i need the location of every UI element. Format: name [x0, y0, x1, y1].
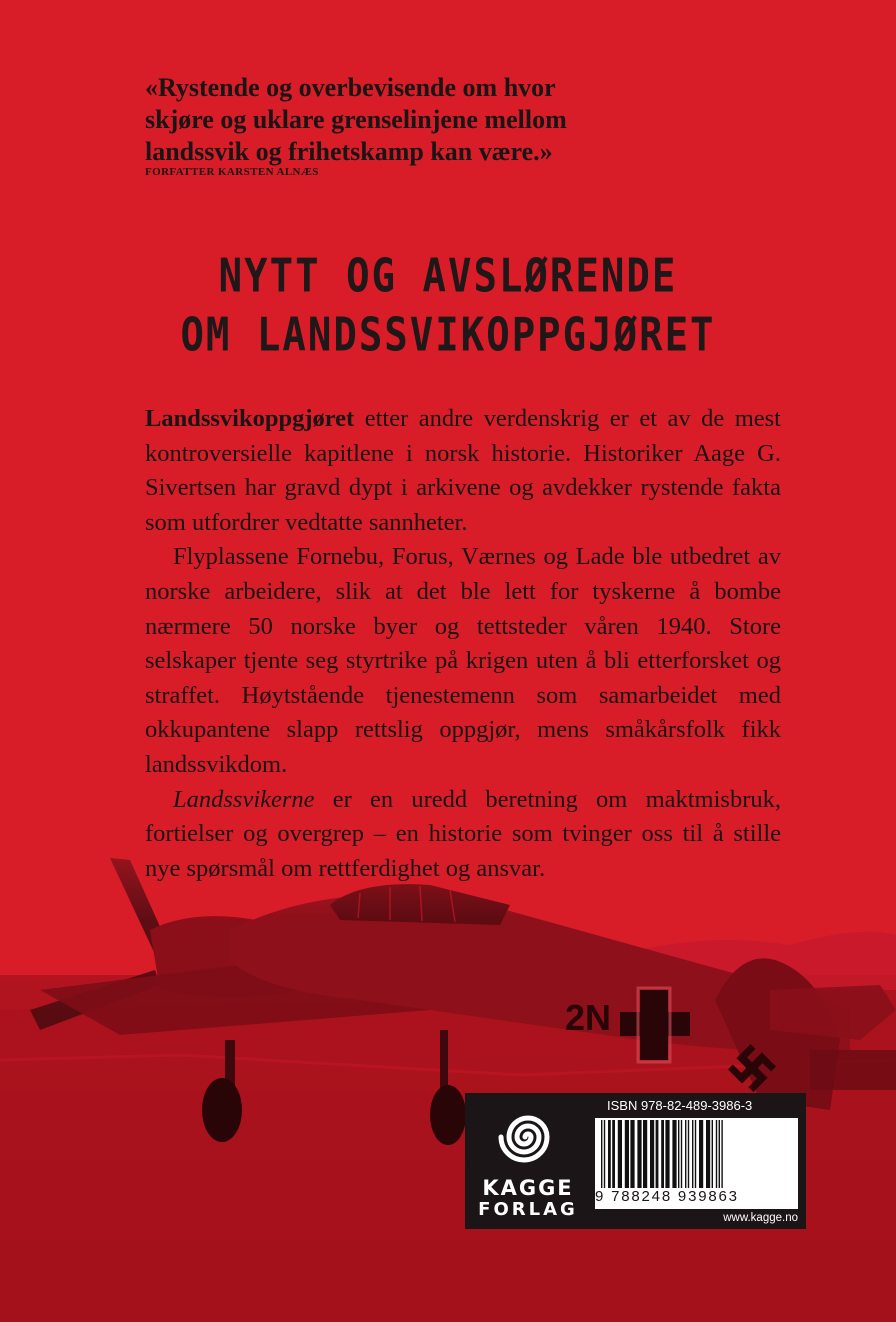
paragraph-1-text: etter andre verdenskrig er et av de mest kontroversielle kapitlene i norsk historie. Historiker Aage G. Sivertsen har gravd dypt i arkivene og avdekker rystende fakta som utfordrer vedtatte sannheter. [145, 405, 781, 536]
barcode-bar [695, 1120, 696, 1188]
paragraph-1 [145, 402, 781, 540]
headline-line-2: OM LANDSSVIKOPPGJØRET [180, 309, 716, 363]
barcode-bar [665, 1120, 669, 1188]
barcode-bar [637, 1120, 641, 1188]
barcode-bar [618, 1120, 622, 1188]
blurb-quote [145, 72, 745, 168]
barcode-digits: 9 788248 939863 [595, 1188, 739, 1205]
barcode-bar [706, 1120, 710, 1188]
barcode-bar [650, 1120, 654, 1188]
barcode-bar [716, 1120, 717, 1188]
book-subject-bold: Landssvikoppgjøret [145, 405, 355, 432]
barcode-bar [721, 1120, 722, 1188]
svg-text:2N: 2N [565, 997, 612, 1038]
barcode-bar [699, 1120, 703, 1188]
description-text [145, 402, 781, 886]
barcode-bar [681, 1120, 682, 1188]
barcode-bar [625, 1120, 629, 1188]
barcode-bar [712, 1120, 713, 1188]
barcode-bar [643, 1120, 647, 1188]
publisher-website: www.kagge.no [723, 1212, 798, 1224]
paragraph-3 [145, 783, 781, 887]
barcode-bar [604, 1120, 605, 1188]
paragraph-3-text: er en uredd beretning om maktmisbruk, fortielser og overgrep – en historie som tvinger oss til å stille nye spørsmål om rettferdighet og ansvar. [145, 785, 781, 882]
quote-line: skjøre og uklare grenselinjene mellom [145, 105, 567, 134]
spiral-icon [465, 1097, 591, 1177]
barcode-bars [595, 1120, 798, 1190]
barcode-bar [672, 1120, 676, 1188]
quote-attribution: FORFATTER KARSTEN ALNÆS [145, 166, 319, 178]
barcode-bar [601, 1120, 602, 1188]
publisher-logo [465, 1093, 591, 1229]
publisher-name-line-2: FORLAG [478, 1199, 578, 1220]
barcode-bar [656, 1120, 659, 1188]
barcode-bar [630, 1120, 634, 1188]
barcode-bar [685, 1120, 686, 1188]
book-title-italic: Landssvikerne [173, 785, 315, 813]
headline-line-1: NYTT OG AVSLØRENDE [218, 250, 678, 304]
isbn-label: ISBN 978-82-489-3986-3 [607, 1098, 753, 1113]
barcode-bar [719, 1120, 720, 1188]
barcode-bar [692, 1120, 693, 1188]
headline [0, 248, 896, 366]
barcode-bar [612, 1120, 615, 1188]
paragraph-2: Flyplassene Fornebu, Forus, Værnes og Lade ble utbedret av norske arbeidere, slik at det ble lett for tyskerne å bombe nærmere 50 norske byer og tettsteder våren 1940. Store selskaper tjente seg styrtrike på krigen uten å bli etterforsket og straffet. Høytstående tjenestemenn som samarbeidet med okkupantene slapp rettslig oppgjør, mens småkårsfolk fikk landssvikdom. [145, 543, 781, 778]
quote-line: landssvik og frihetskamp kan være.» [145, 137, 553, 166]
barcode-bar [678, 1120, 679, 1188]
quote-line: «Rystende og overbevisende om hvor [145, 73, 556, 102]
publisher-name-line-1: KAGGE [482, 1176, 574, 1200]
barcode-bar [608, 1120, 611, 1188]
barcode-bar [688, 1120, 689, 1188]
barcode-bar [661, 1120, 664, 1188]
barcode-panel [465, 1093, 806, 1229]
